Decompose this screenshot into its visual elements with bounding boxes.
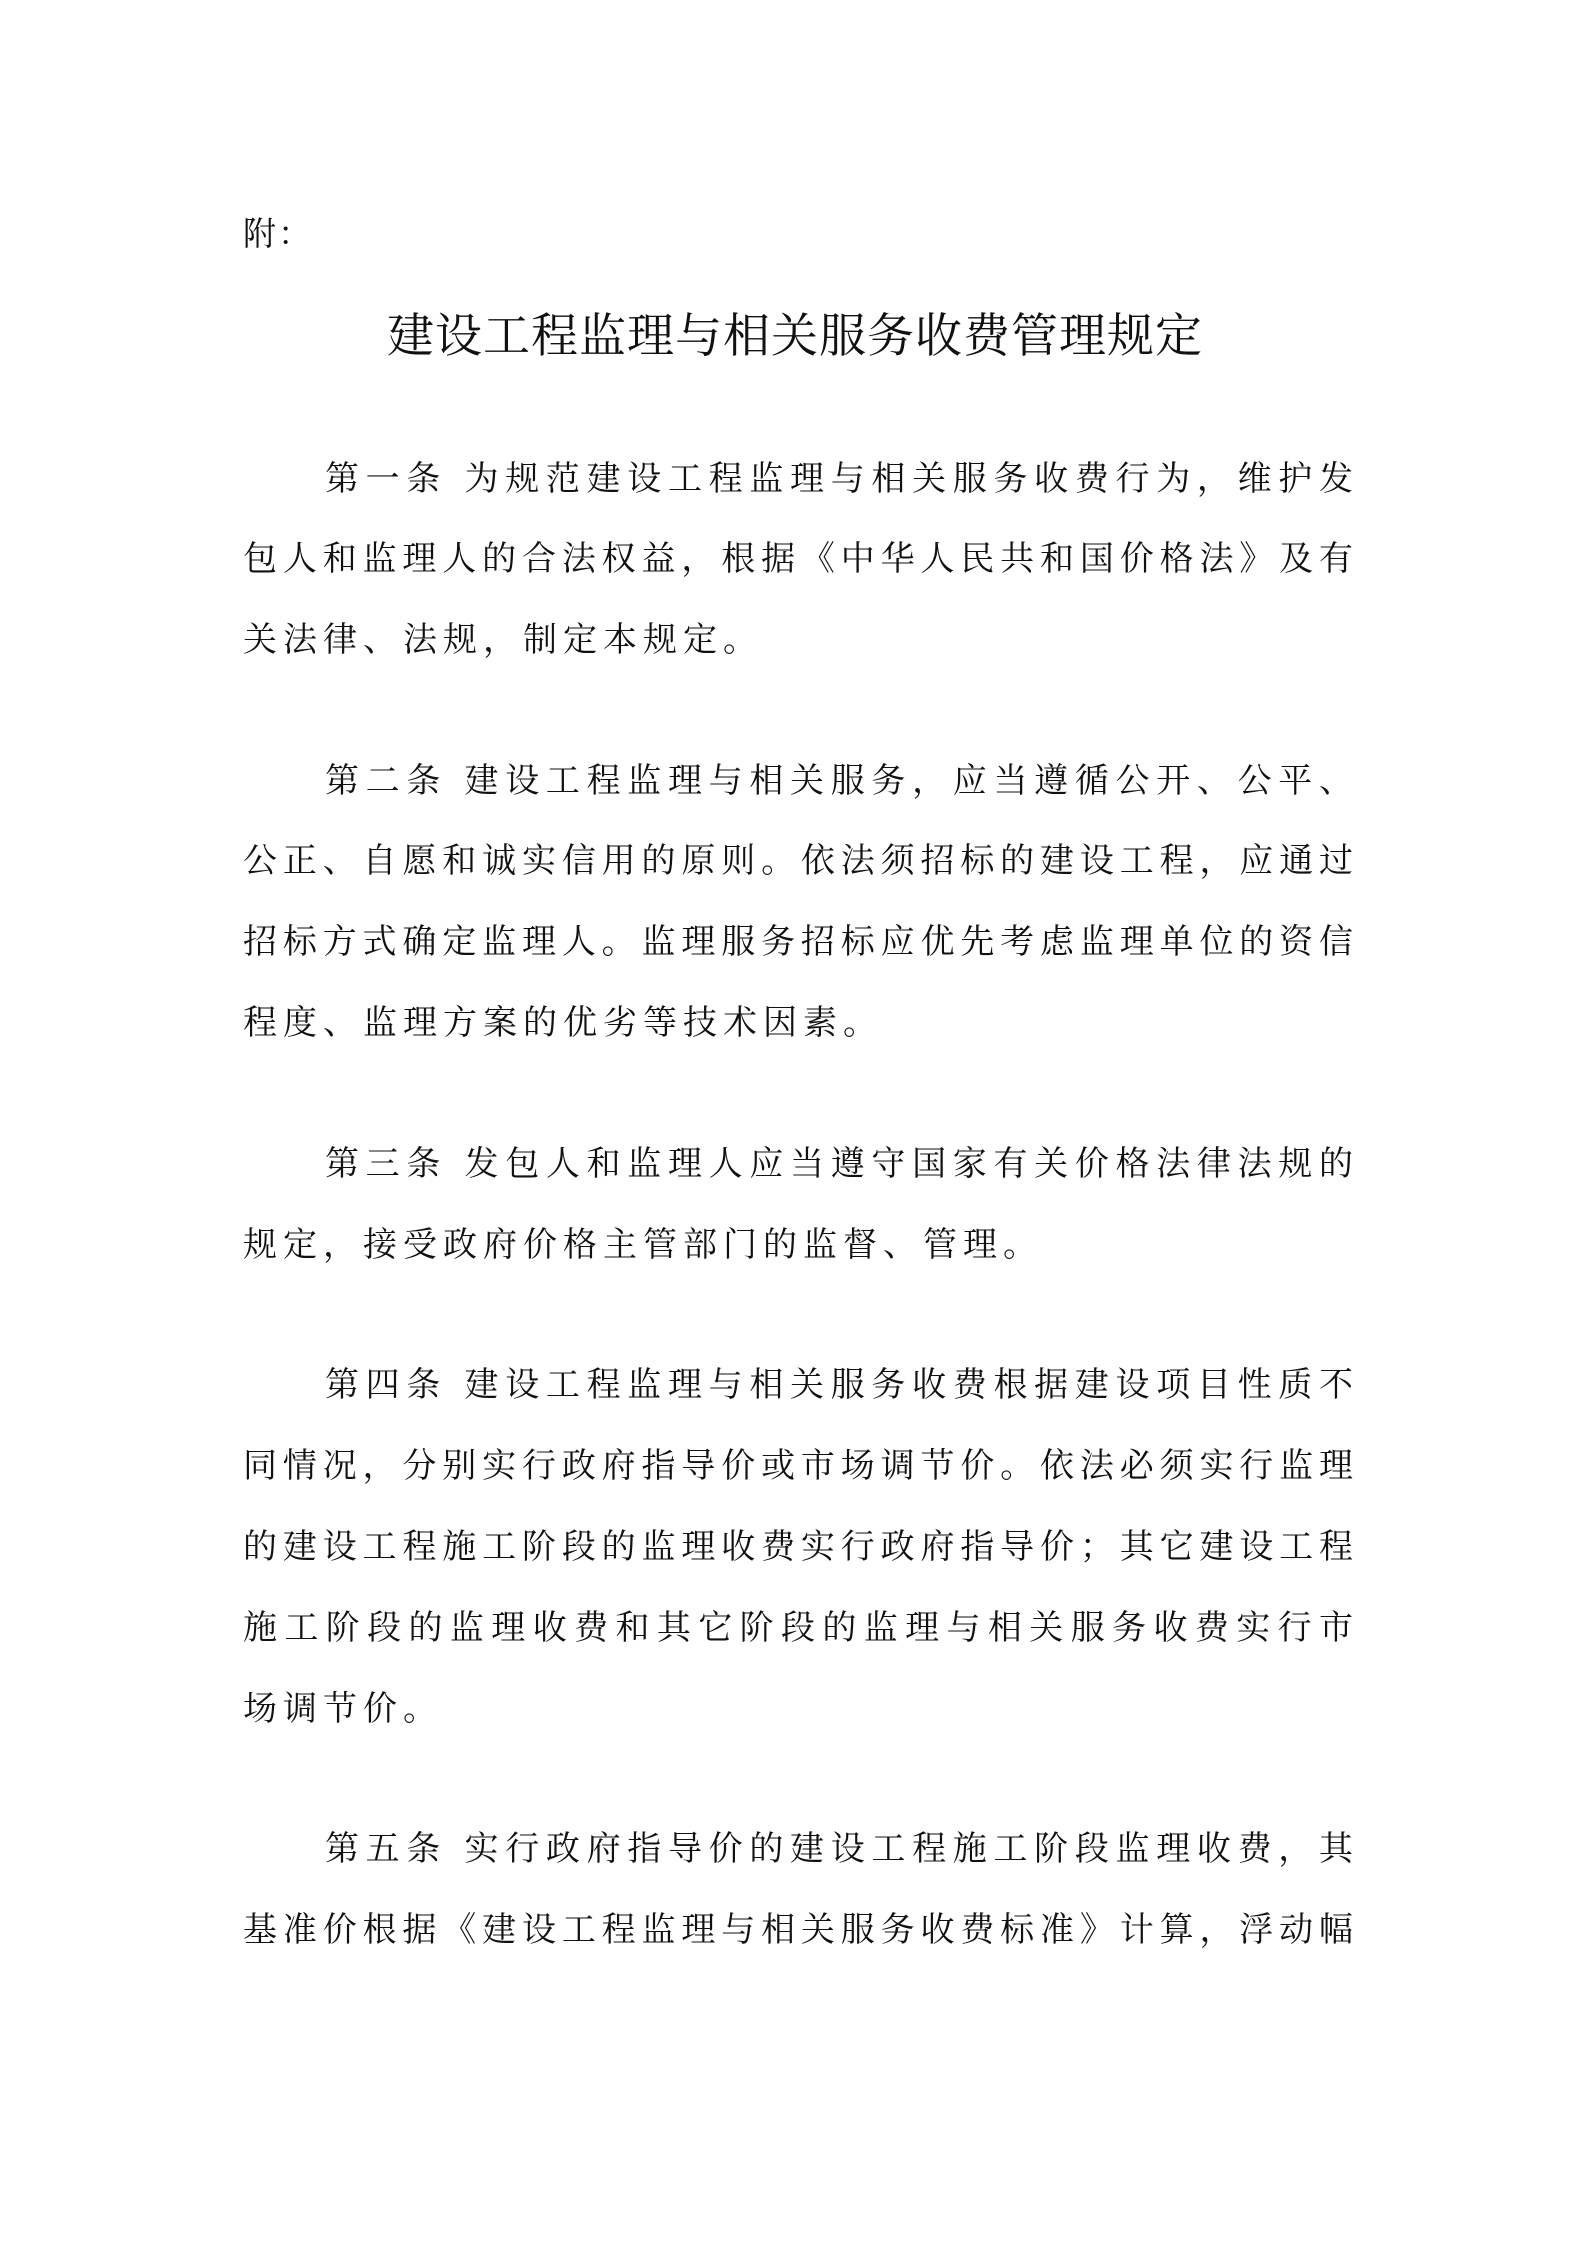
annex-label: 附： bbox=[243, 214, 313, 253]
article-3-line-2: 规定，接受政府价格主管部门的监督、管理。 bbox=[243, 1225, 1043, 1265]
article-5-line-2: 基准价根据《建设工程监理与相关服务收费标准》计算，浮动幅 bbox=[243, 1910, 1353, 1950]
article-2-line-2: 公正、自愿和诚实信用的原则。依法须招标的建设工程，应通过 bbox=[243, 841, 1353, 881]
document-title: 建设工程监理与相关服务收费管理规定 bbox=[387, 309, 1203, 364]
article-2-line-3: 招标方式确定监理人。监理服务招标应优先考虑监理单位的资信 bbox=[243, 922, 1353, 962]
article-1-line-2: 包人和监理人的合法权益，根据《中华人民共和国价格法》及有 bbox=[243, 539, 1353, 579]
article-2-line-4: 程度、监理方案的优劣等技术因素。 bbox=[243, 1003, 883, 1043]
article-3-line-1: 第三条 发包人和监理人应当遵守国家有关价格法律法规的 bbox=[325, 1144, 1353, 1184]
article-4-line-2: 同情况，分别实行政府指导价或市场调节价。依法必须实行监理 bbox=[243, 1446, 1353, 1486]
article-1-line-1: 第一条 为规范建设工程监理与相关服务收费行为，维护发 bbox=[325, 459, 1353, 499]
article-2-line-1: 第二条 建设工程监理与相关服务，应当遵循公开、公平、 bbox=[325, 761, 1353, 801]
article-5-line-1: 第五条 实行政府指导价的建设工程施工阶段监理收费，其 bbox=[325, 1829, 1353, 1869]
article-1-line-3: 关法律、法规，制定本规定。 bbox=[243, 620, 763, 660]
article-4-line-4: 施工阶段的监理收费和其它阶段的监理与相关服务收费实行市 bbox=[243, 1608, 1353, 1648]
article-4-line-5: 场调节价。 bbox=[243, 1689, 443, 1729]
article-4-line-1: 第四条 建设工程监理与相关服务收费根据建设项目性质不 bbox=[325, 1365, 1353, 1405]
article-4-line-3: 的建设工程施工阶段的监理收费实行政府指导价；其它建设工程 bbox=[243, 1527, 1353, 1567]
